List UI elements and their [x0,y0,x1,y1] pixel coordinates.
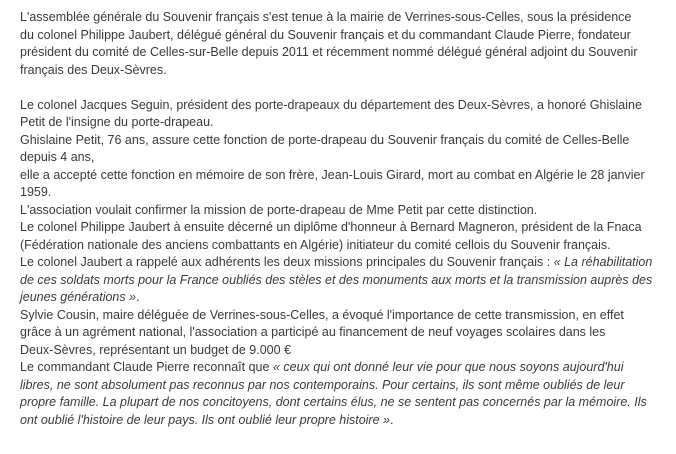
text-span: . [389,412,394,427]
quote-span: jeunes générations » [20,290,137,304]
text-line: elle a accepté cette fonction en mémoire de son frère, Jean-Louis Girard, mort au combat en Algérie le 28 janvier [20,167,645,182]
article-body [20,9,672,429]
text-line: Petit de l'insigne du porte-drapeau. [20,115,214,129]
text-line [20,377,672,395]
paragraph-commander-quote [20,359,672,429]
text-line: L'assemblée générale du Souvenir français s'est tenue à la mairie de Verrines-sous-Celles, sous la présidence [20,10,632,24]
text-line [20,359,672,377]
paragraph-insignia [20,97,672,132]
text-span: Le colonel Jaubert a rappelé aux adhérents les deux missions principales du Souvenir français : [20,255,554,269]
text-line [20,272,672,290]
quote-span: « ceux qui ont donné leur vie pour que nous soyons aujourd'hui [272,360,624,374]
paragraph-mayor [20,307,672,360]
text-span: . [136,290,140,304]
text-line: Sylvie Cousin, maire déléguée de Verrines-sous-Celles, a évoqué l'importance de cette transmission, en effet [20,307,624,322]
quote-span: libres, ne sont absolument pas reconnus par nos contemporains. Pour certains, ils sont même oubliés de leur [20,377,625,392]
quote-span: propre famille. La plupart de nos concitoyens, dont certains élus, ne se sentent pas concernés par la mémoire. Ils [20,395,647,409]
quote-span: ont oublié l'histoire de leur pays. Ils ont oublié leur propre histoire » [20,412,390,427]
text-line: Ghislaine Petit, 76 ans, assure cette fonction de porte-drapeau du Souvenir français du comité de Celles-Belle [20,132,630,147]
text-line: Deux-Sèvres, représentant un budget de 9.000 € [20,342,292,357]
text-line: depuis 4 ans, [20,150,95,164]
text-line: français des Deux-Sèvres. [20,62,167,77]
quote-span: de ces soldats morts pour la France oubliés des stèles et des monuments aux morts et la transmission auprès des [20,272,653,287]
paragraph-brother [20,167,672,202]
text-line [20,394,672,412]
paragraph-spacer [20,79,672,97]
text-line [20,289,672,307]
text-span: Le commandant Claude Pierre reconnaît que [20,360,273,374]
paragraph-ghislaine [20,132,672,167]
paragraph-intro [20,9,672,79]
paragraph-distinction [20,202,672,220]
paragraph-missions [20,254,672,307]
text-line: 1959. [20,185,52,199]
text-line: Le colonel Jacques Seguin, président des porte-drapeaux du département des Deux-Sèvres, a honoré Ghislaine [20,97,642,112]
paragraph-diploma [20,219,672,254]
text-line: grâce à un agrément national, l'association a participé au financement de neuf voyages scolaires dans les [20,325,606,339]
text-line: du colonel Philippe Jaubert, délégué général du Souvenir français et du commandant Claude Pierre, fondateur [20,27,631,42]
text-line [20,254,672,272]
quote-span: « La réhabilitation [553,255,653,269]
text-line: L'association voulait confirmer la mission de porte-drapeau de Mme Petit par cette distinction. [20,202,538,217]
text-line: président du comité de Celles-sur-Belle depuis 2011 et récemment nommé délégué général adjoint du Souvenir [20,45,638,59]
text-line: Le colonel Philippe Jaubert à ensuite décerné un diplôme d'honneur à Bernard Magneron, président de la Fnaca [20,220,642,234]
text-line: (Fédération nationale des anciens combattants en Algérie) initiateur du comité cellois du Souvenir français. [20,237,611,252]
text-line [20,412,672,430]
